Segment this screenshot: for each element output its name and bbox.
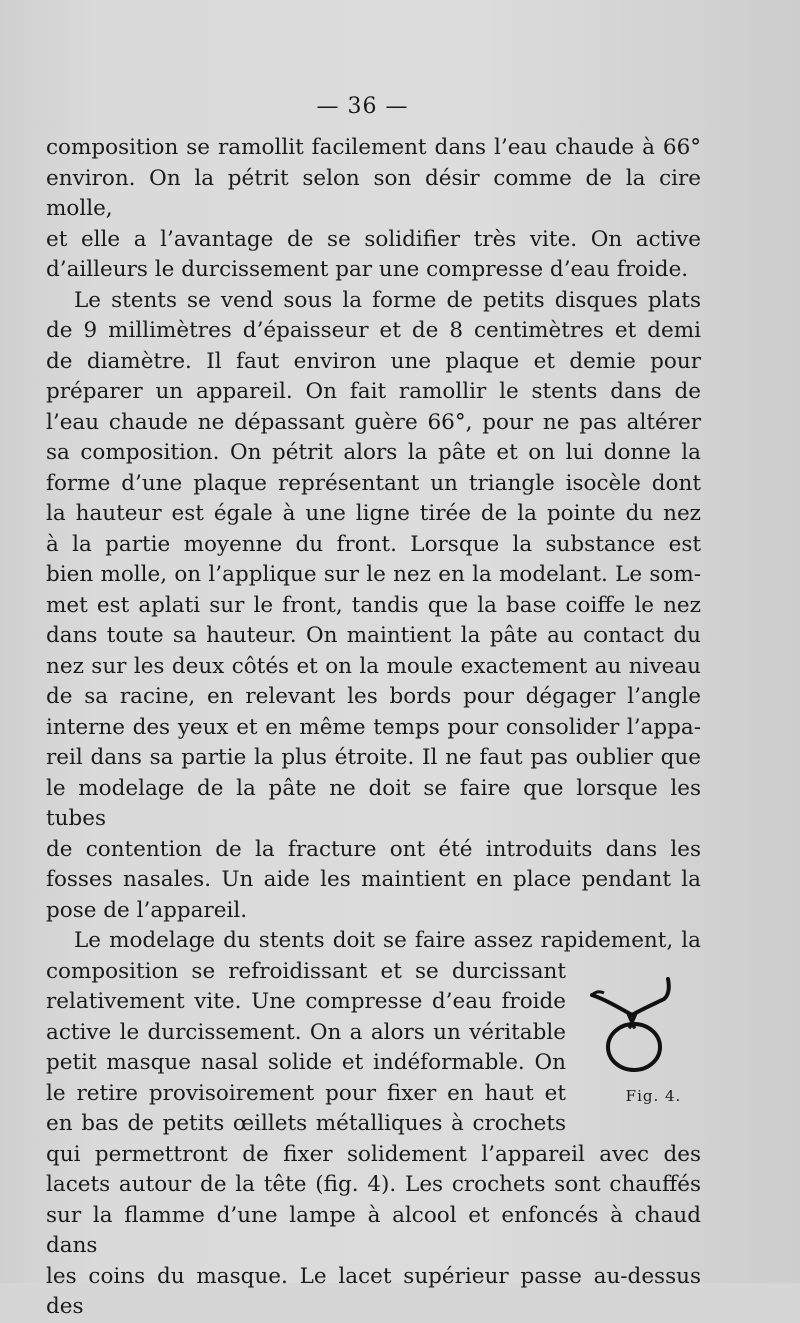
text-line: sur la flamme d’une lampe à alcool et enfoncés à chaud dans [46, 1202, 701, 1258]
text-line: active le durcissement. On a alors un véritable [46, 1019, 566, 1045]
text-line: environ. On la pétrit selon son désir comme de la cire molle, [46, 165, 701, 221]
figure-caption: Fig. 4. [625, 1086, 682, 1105]
text-line: l’eau chaude ne dépassant guère 66°, pour ne pas altérer [46, 409, 701, 435]
text-line: de 9 millimètres d’épaisseur et de 8 centimètres et demi [46, 318, 701, 343]
text-line: bien molle, on l’applique sur le nez en la modelant. Le som- [46, 562, 701, 587]
text-line: de contention de la fracture ont été introduits dans les [46, 836, 701, 862]
text-line: composition se ramollit facilement dans l’eau chaude à 66° [46, 135, 701, 160]
text-line: nez sur les deux côtés et on la moule exactement au niveau [46, 653, 701, 679]
eyelet-hook-illustration [584, 969, 684, 1079]
text-line: relativement vite. Une compresse d’eau froide [46, 989, 566, 1014]
text-line: le modelage de la pâte ne doit se faire que lorsque les tubes [46, 775, 701, 831]
text-line: Le modelage du stents doit se faire assez rapidement, la [74, 928, 701, 953]
figure-wrap [46, 957, 701, 1140]
text-line: dans toute sa hauteur. On maintient la pâte au contact du [46, 623, 701, 648]
text-line: lacets autour de la tête (fig. 4). Les crochets sont chauffés [46, 1172, 701, 1197]
text-line: fosses nasales. Un aide les maintient en place pendant la [46, 867, 701, 892]
text-line: les coins du masque. Le lacet supérieur passe au-dessus des [46, 1263, 701, 1319]
text-line: forme d’une plaque représentant un triangle isocèle dont [46, 470, 701, 496]
text-line: d’ailleurs le durcissement par une compresse d’eau froide. [46, 257, 689, 282]
paragraph-2 [46, 286, 701, 927]
paragraph-1 [46, 133, 701, 286]
text-line: pose de l’appareil. [46, 897, 248, 923]
text-beside-figure [46, 957, 566, 1140]
text-line: met est aplati sur le front, tandis que la base coiffe le nez [46, 592, 701, 618]
paragraph-3 [46, 926, 701, 1323]
text-line: interne des yeux et en même temps pour consolider l’appa- [46, 714, 701, 740]
text-line: composition se refroidissant et se durcissant [46, 958, 566, 984]
text-line: la hauteur est égale à une ligne tirée de la pointe du nez [46, 501, 701, 526]
text-line: le retire provisoirement pour fixer en haut et [46, 1080, 566, 1106]
text-line: qui permettront de fixer solidement l’appareil avec des [46, 1141, 701, 1167]
text-line: reil dans sa partie la plus étroite. Il ne faut pas oublier que [46, 745, 701, 770]
text-line: préparer un appareil. On fait ramollir le stents dans de [46, 379, 701, 404]
text-line: Le stents se vend sous la forme de petits disques plats [74, 287, 701, 313]
text-line: de diamètre. Il faut environ une plaque et demie pour [46, 348, 701, 374]
page-number: — 36 — [316, 94, 409, 119]
text-line: et elle a l’avantage de se solidifier très vite. On active [46, 226, 701, 252]
figure-4 [566, 957, 701, 1112]
body-text [46, 133, 701, 1323]
text-line: en bas de petits œillets métalliques à crochets [46, 1111, 566, 1136]
text-line: de sa racine, en relevant les bords pour dégager l’angle [46, 684, 701, 709]
text-line: à la partie moyenne du front. Lorsque la substance est [46, 531, 701, 557]
text-line: petit masque nasal solide et indéformable. On [46, 1050, 566, 1075]
text-line: sa composition. On pétrit alors la pâte et on lui donne la [46, 440, 701, 465]
